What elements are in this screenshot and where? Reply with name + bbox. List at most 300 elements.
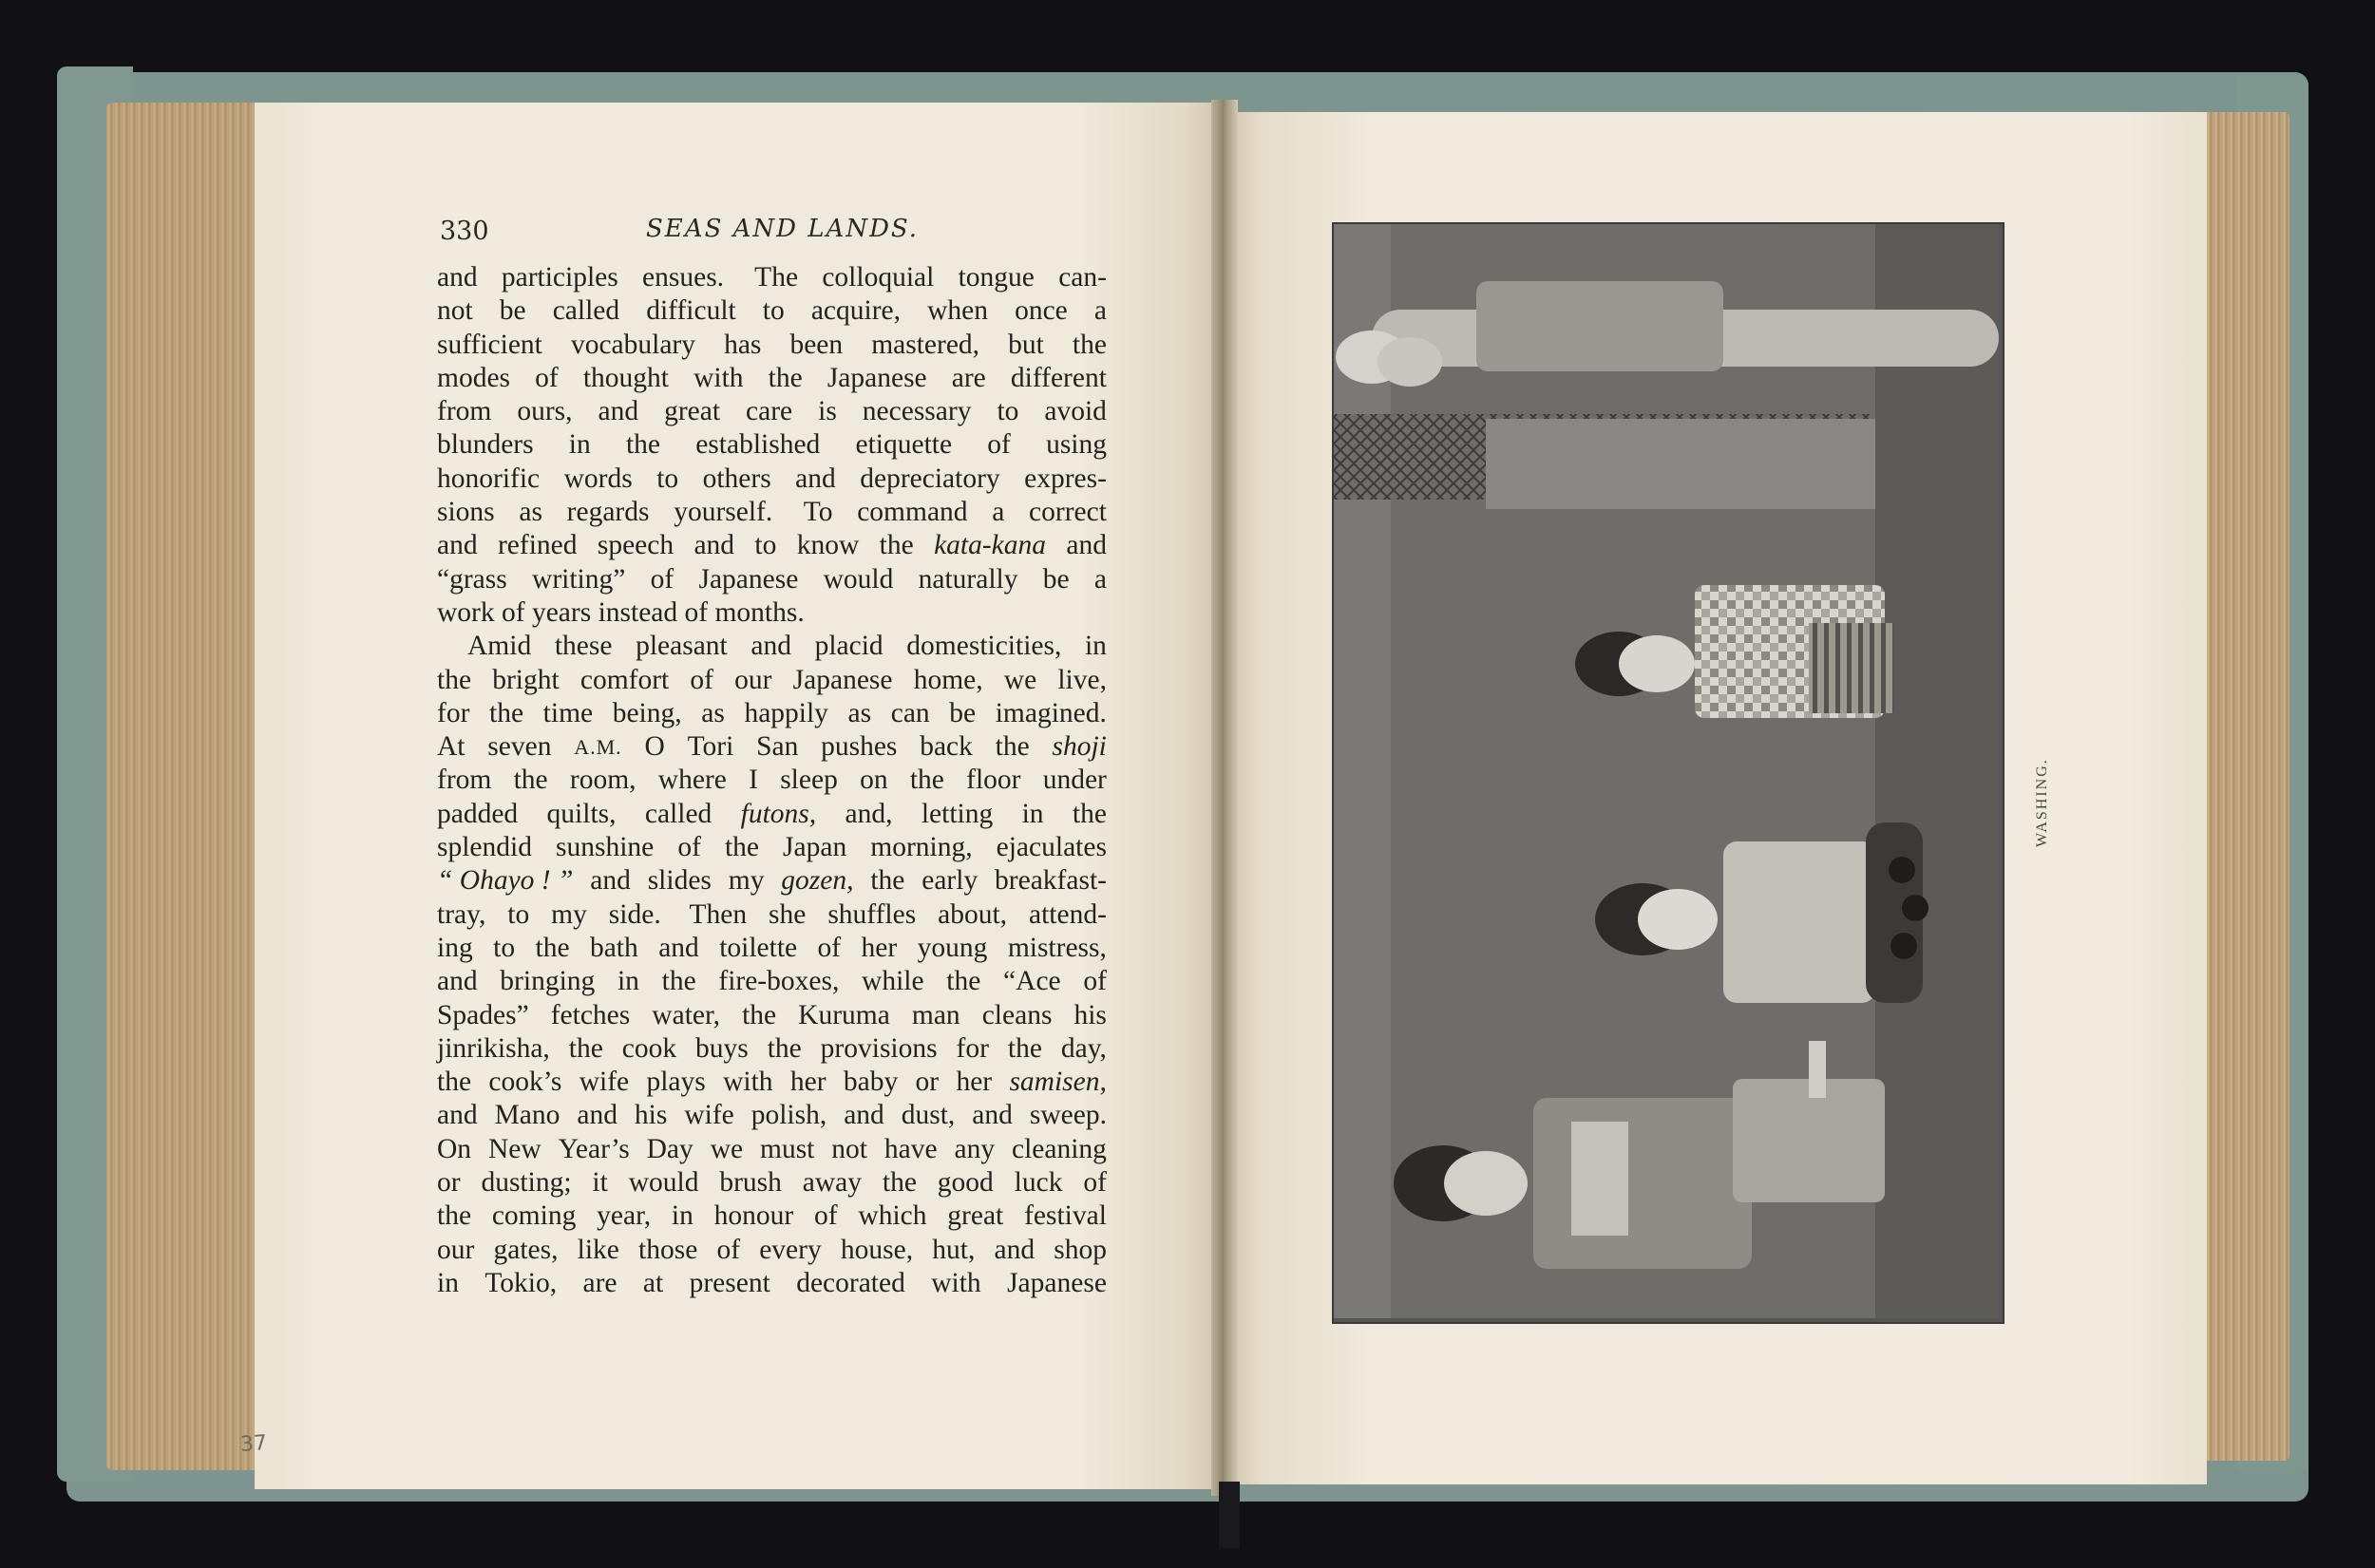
text-line: [437, 932, 1107, 965]
word: attend-: [1028, 898, 1107, 930]
word: samisen,: [1009, 1067, 1107, 1098]
word: different: [1010, 362, 1107, 393]
text-line: [437, 261, 1107, 294]
word: about,: [938, 898, 1008, 930]
text-line: [437, 1234, 1107, 1267]
word: from: [437, 396, 492, 427]
word: sunshine: [556, 832, 655, 863]
word: with: [694, 362, 744, 393]
word: a: [1093, 295, 1107, 327]
word: away: [802, 1167, 862, 1199]
word: are: [582, 1267, 618, 1298]
word: quilts,: [546, 798, 617, 829]
word: of: [650, 563, 674, 595]
word: correct: [1029, 497, 1107, 528]
page-number: 330: [440, 217, 489, 246]
word: ensues.: [642, 262, 725, 293]
word: refined: [497, 530, 578, 561]
word: and: [658, 932, 699, 963]
word: to: [762, 295, 785, 327]
word: sleep: [780, 765, 838, 796]
word: writing”: [532, 563, 626, 595]
word: are: [951, 362, 986, 393]
word: splendid: [437, 832, 532, 863]
word: must: [760, 1133, 815, 1164]
word: to: [493, 932, 516, 963]
word: “Ace: [1003, 966, 1061, 997]
word: of: [677, 832, 701, 863]
word: fire-boxes,: [718, 966, 840, 997]
word: vocabulary: [570, 329, 695, 360]
word: and: [437, 966, 478, 997]
word: necessary: [862, 396, 972, 427]
word: blunders: [437, 429, 534, 461]
word: as: [519, 497, 542, 528]
word: mistress,: [1007, 932, 1107, 963]
word: in: [617, 966, 639, 997]
word: in: [671, 1200, 694, 1232]
word: present: [689, 1267, 770, 1298]
word: to: [997, 396, 1019, 427]
word: home,: [913, 664, 983, 695]
word: shoji: [1052, 731, 1107, 763]
word: naturally: [918, 563, 1018, 595]
word: Japanese: [698, 563, 799, 595]
word: water,: [652, 999, 721, 1030]
word: “grass: [437, 563, 507, 595]
word: avoid: [1044, 396, 1107, 427]
text-line: [437, 965, 1107, 998]
word: decorated: [796, 1267, 905, 1298]
word: jinrikisha,: [437, 1032, 550, 1064]
word: wife: [684, 1100, 734, 1131]
word: the: [535, 932, 570, 963]
word: these: [554, 631, 613, 662]
word: Year’s: [558, 1133, 630, 1164]
word: and: [1066, 530, 1107, 561]
word: when: [927, 295, 988, 327]
word: the: [1072, 329, 1107, 360]
running-title: SEAS AND LANDS.: [646, 215, 920, 243]
word: dusting;: [481, 1167, 572, 1199]
word: happily: [744, 697, 828, 728]
word: comfort: [580, 664, 670, 695]
word: padded: [437, 798, 519, 829]
word: Tokio,: [484, 1267, 558, 1298]
word: morning,: [870, 832, 973, 863]
word: Day: [646, 1133, 694, 1164]
word: gozen,: [781, 865, 854, 897]
word: “ Ohayo ! ”: [437, 865, 574, 897]
word: and: [844, 1100, 884, 1131]
word: while: [862, 966, 924, 997]
word: in: [437, 1267, 459, 1298]
word: can: [890, 697, 930, 728]
word: colloquial: [822, 262, 935, 293]
word: bath: [589, 932, 638, 963]
word: her: [956, 1067, 993, 1098]
word: The: [748, 262, 799, 293]
word: be: [499, 295, 526, 327]
word: Then: [682, 898, 748, 930]
text-line: [437, 730, 1107, 764]
word: of: [987, 429, 1011, 461]
word: bringing: [500, 966, 596, 997]
text-line: [437, 463, 1107, 496]
text-line: [437, 1133, 1107, 1166]
word: of: [814, 1200, 838, 1232]
text-line: [437, 1032, 1107, 1066]
word: it: [592, 1167, 608, 1199]
word: and: [437, 1100, 478, 1131]
word: a: [1093, 563, 1107, 595]
word: and: [994, 1234, 1036, 1265]
text-line: [437, 1099, 1107, 1132]
word: room,: [569, 765, 636, 796]
word: with: [723, 1067, 773, 1098]
word: my: [728, 865, 765, 897]
word: the: [661, 966, 696, 997]
word: Kuruma: [798, 999, 890, 1030]
word: we: [710, 1133, 744, 1164]
word: floor: [966, 765, 1021, 796]
word: been: [789, 329, 844, 360]
word: To: [796, 497, 833, 528]
word: plays: [646, 1067, 706, 1098]
word: slides: [647, 865, 712, 897]
text-line: [437, 1166, 1107, 1200]
text-line: [437, 294, 1107, 328]
word: imagined.: [995, 697, 1107, 728]
word: cleans: [981, 999, 1053, 1030]
word: be: [1042, 563, 1070, 595]
word: honorific: [437, 463, 541, 494]
text-line: [437, 831, 1107, 864]
word: domesticities,: [906, 631, 1062, 662]
word: pleasant: [636, 631, 728, 662]
word: young: [917, 932, 988, 963]
word: is: [818, 396, 837, 427]
word: participles: [501, 262, 618, 293]
word: sions: [437, 497, 495, 528]
word: wife: [579, 1067, 630, 1098]
word: his: [1074, 999, 1107, 1030]
text-line: [437, 798, 1107, 831]
word: honour: [713, 1200, 794, 1232]
word: our: [734, 664, 772, 695]
word: the: [1072, 798, 1107, 829]
word: side.: [608, 898, 661, 930]
word: I: [749, 765, 758, 796]
word: my: [551, 898, 587, 930]
word: festival: [1024, 1200, 1107, 1232]
book-gutter: [1211, 100, 1238, 1496]
word: her: [789, 1067, 826, 1098]
word: not: [831, 1133, 867, 1164]
word: yourself.: [674, 497, 773, 528]
word: at: [642, 1267, 664, 1298]
word: tray,: [437, 898, 486, 930]
word: and: [972, 1100, 1013, 1131]
word: has: [724, 329, 762, 360]
word: the: [568, 1032, 603, 1064]
word: the: [437, 1200, 472, 1232]
word: or: [915, 1067, 940, 1098]
word: difficult: [646, 295, 736, 327]
word: and: [750, 631, 791, 662]
word: cook’s: [488, 1067, 562, 1098]
text-line: [437, 362, 1107, 395]
word: but: [1008, 329, 1044, 360]
word: in: [568, 429, 591, 461]
word: kata-kana: [934, 530, 1047, 561]
text-line: [437, 1066, 1107, 1099]
word: hut,: [932, 1234, 976, 1265]
word: not: [437, 295, 473, 327]
text-line: [437, 329, 1107, 362]
word: great: [664, 396, 721, 427]
word: fetches: [550, 999, 631, 1030]
word: being,: [612, 697, 682, 728]
word: cook: [621, 1032, 677, 1064]
word: ours,: [517, 396, 573, 427]
word: dust,: [901, 1100, 956, 1131]
word: to: [754, 530, 777, 561]
text-line: [437, 496, 1107, 529]
text-line: [437, 898, 1107, 932]
word: of: [716, 1234, 741, 1265]
word: day,: [1060, 1032, 1107, 1064]
plate-caption-text: WASHING.: [2034, 758, 2050, 847]
word: New: [487, 1133, 542, 1164]
word: Mano: [494, 1100, 560, 1131]
word: would: [823, 563, 894, 595]
word: would: [628, 1167, 699, 1199]
word: the: [768, 362, 803, 393]
word: mastered,: [871, 329, 980, 360]
word: of: [535, 362, 559, 393]
word: provisions: [820, 1032, 938, 1064]
word: any: [954, 1133, 996, 1164]
word: and: [598, 396, 639, 427]
word: Japanese: [792, 664, 893, 695]
word: acquire,: [810, 295, 902, 327]
word: and: [577, 1100, 618, 1131]
word: A.M.: [574, 735, 622, 760]
word: of: [817, 932, 842, 963]
word: others: [702, 463, 771, 494]
word: have: [884, 1133, 938, 1164]
word: care: [746, 396, 793, 427]
bookmark-ribbon: [1219, 1482, 1240, 1548]
text-line: [437, 1200, 1107, 1233]
word: for: [437, 697, 470, 728]
word: established: [695, 429, 821, 461]
text-line: [437, 764, 1107, 797]
word: placid: [814, 631, 884, 662]
word: breakfast-: [995, 865, 1107, 897]
word: called: [552, 295, 620, 327]
word: the: [879, 530, 914, 561]
word: Japanese: [826, 362, 927, 393]
word: regards: [566, 497, 650, 528]
word: words: [563, 463, 633, 494]
word: time: [542, 697, 594, 728]
text-line: [437, 596, 1107, 630]
plate-illustration: [1334, 224, 1999, 1318]
word: know: [796, 530, 860, 561]
word: the: [909, 765, 944, 796]
word: with: [931, 1267, 981, 1298]
text-line: [437, 664, 1107, 697]
word: modes: [437, 362, 511, 393]
word: Amid: [467, 631, 532, 662]
word: speech: [597, 530, 674, 561]
word: coming: [491, 1200, 577, 1232]
text-line: [437, 697, 1107, 730]
word: the: [742, 999, 777, 1030]
pencil-note: 37: [239, 1431, 268, 1457]
text-line: [437, 428, 1107, 462]
word: the: [437, 1067, 472, 1098]
word: the: [870, 865, 905, 897]
word: can-: [1058, 262, 1107, 293]
word: on: [860, 765, 888, 796]
word: depreciatory: [860, 463, 1000, 494]
word: shuffles: [827, 898, 917, 930]
word: like: [577, 1234, 619, 1265]
word: sweep.: [1029, 1100, 1107, 1131]
word: called: [644, 798, 712, 829]
word: toilette: [719, 932, 798, 963]
word: gates,: [493, 1234, 559, 1265]
word: those: [638, 1234, 698, 1265]
page-edges-left: [106, 103, 258, 1470]
word: thought: [582, 362, 669, 393]
word: and: [795, 463, 836, 494]
word: buys: [695, 1032, 749, 1064]
word: the: [625, 429, 660, 461]
word: where: [657, 765, 727, 796]
word: the: [724, 832, 759, 863]
body-text: [437, 261, 1107, 1300]
word: great: [947, 1200, 1004, 1232]
text-line: [437, 999, 1107, 1032]
word: and: [590, 865, 631, 897]
word: work of years instead of months.: [437, 596, 805, 628]
word: seven: [487, 731, 552, 763]
plate-caption: [2028, 758, 2057, 847]
word: every: [759, 1234, 822, 1265]
word: year,: [597, 1200, 652, 1232]
word: the: [767, 1032, 802, 1064]
text-line: [437, 563, 1107, 596]
word: futons,: [740, 798, 817, 829]
word: ejaculates: [996, 832, 1107, 863]
word: polish,: [750, 1100, 827, 1131]
word: and: [437, 262, 478, 293]
word: as: [847, 697, 872, 728]
word: tongue: [958, 262, 1035, 293]
word: a: [992, 497, 1005, 528]
word: and: [437, 530, 478, 561]
text-line: [437, 529, 1107, 562]
word: using: [1046, 429, 1107, 461]
word: O: [644, 731, 665, 763]
word: which: [858, 1200, 927, 1232]
word: as: [701, 697, 725, 728]
word: our: [437, 1234, 475, 1265]
word: under: [1042, 765, 1107, 796]
word: be: [949, 697, 977, 728]
word: her: [861, 932, 898, 963]
word: and,: [845, 798, 893, 829]
word: brush: [719, 1167, 782, 1199]
word: to: [507, 898, 530, 930]
word: back: [920, 731, 973, 763]
word: cleaning: [1011, 1133, 1107, 1164]
word: live,: [1057, 664, 1107, 695]
word: once: [1015, 295, 1068, 327]
word: man: [911, 999, 960, 1030]
word: command: [857, 497, 968, 528]
word: of: [690, 664, 713, 695]
word: his: [634, 1100, 668, 1131]
word: the: [995, 731, 1030, 763]
word: expres-: [1024, 463, 1107, 494]
word: San: [756, 731, 799, 763]
word: the: [882, 1167, 917, 1199]
word: from: [437, 765, 492, 796]
word: house,: [840, 1234, 914, 1265]
word: the: [1007, 1032, 1042, 1064]
word: Japanese: [1007, 1267, 1107, 1298]
word: the: [489, 697, 524, 728]
word: of: [1083, 966, 1107, 997]
word: pushes: [821, 731, 898, 763]
word: and: [694, 530, 735, 561]
word: baby: [843, 1067, 899, 1098]
word: in: [1084, 631, 1107, 662]
word: the: [946, 966, 981, 997]
word: luck: [1014, 1167, 1063, 1199]
word: she: [769, 898, 807, 930]
word: At: [437, 731, 466, 763]
word: etiquette: [855, 429, 953, 461]
word: bright: [492, 664, 560, 695]
word: good: [937, 1167, 994, 1199]
word: letting: [921, 798, 994, 829]
word: the: [513, 765, 548, 796]
text-line: [437, 630, 1107, 663]
word: for: [956, 1032, 989, 1064]
word: we: [1003, 664, 1037, 695]
word: ing: [437, 932, 473, 963]
text-line: [437, 395, 1107, 428]
word: shop: [1054, 1234, 1107, 1265]
text-line: [437, 1267, 1107, 1300]
text-line: [437, 864, 1107, 897]
word: early: [922, 865, 978, 897]
word: the: [437, 664, 472, 695]
word: Japan: [783, 832, 847, 863]
word: to: [656, 463, 679, 494]
word: Tori: [687, 731, 734, 763]
word: in: [1021, 798, 1044, 829]
word: On: [437, 1133, 472, 1164]
word: or: [437, 1167, 461, 1199]
word: of: [1083, 1167, 1107, 1199]
